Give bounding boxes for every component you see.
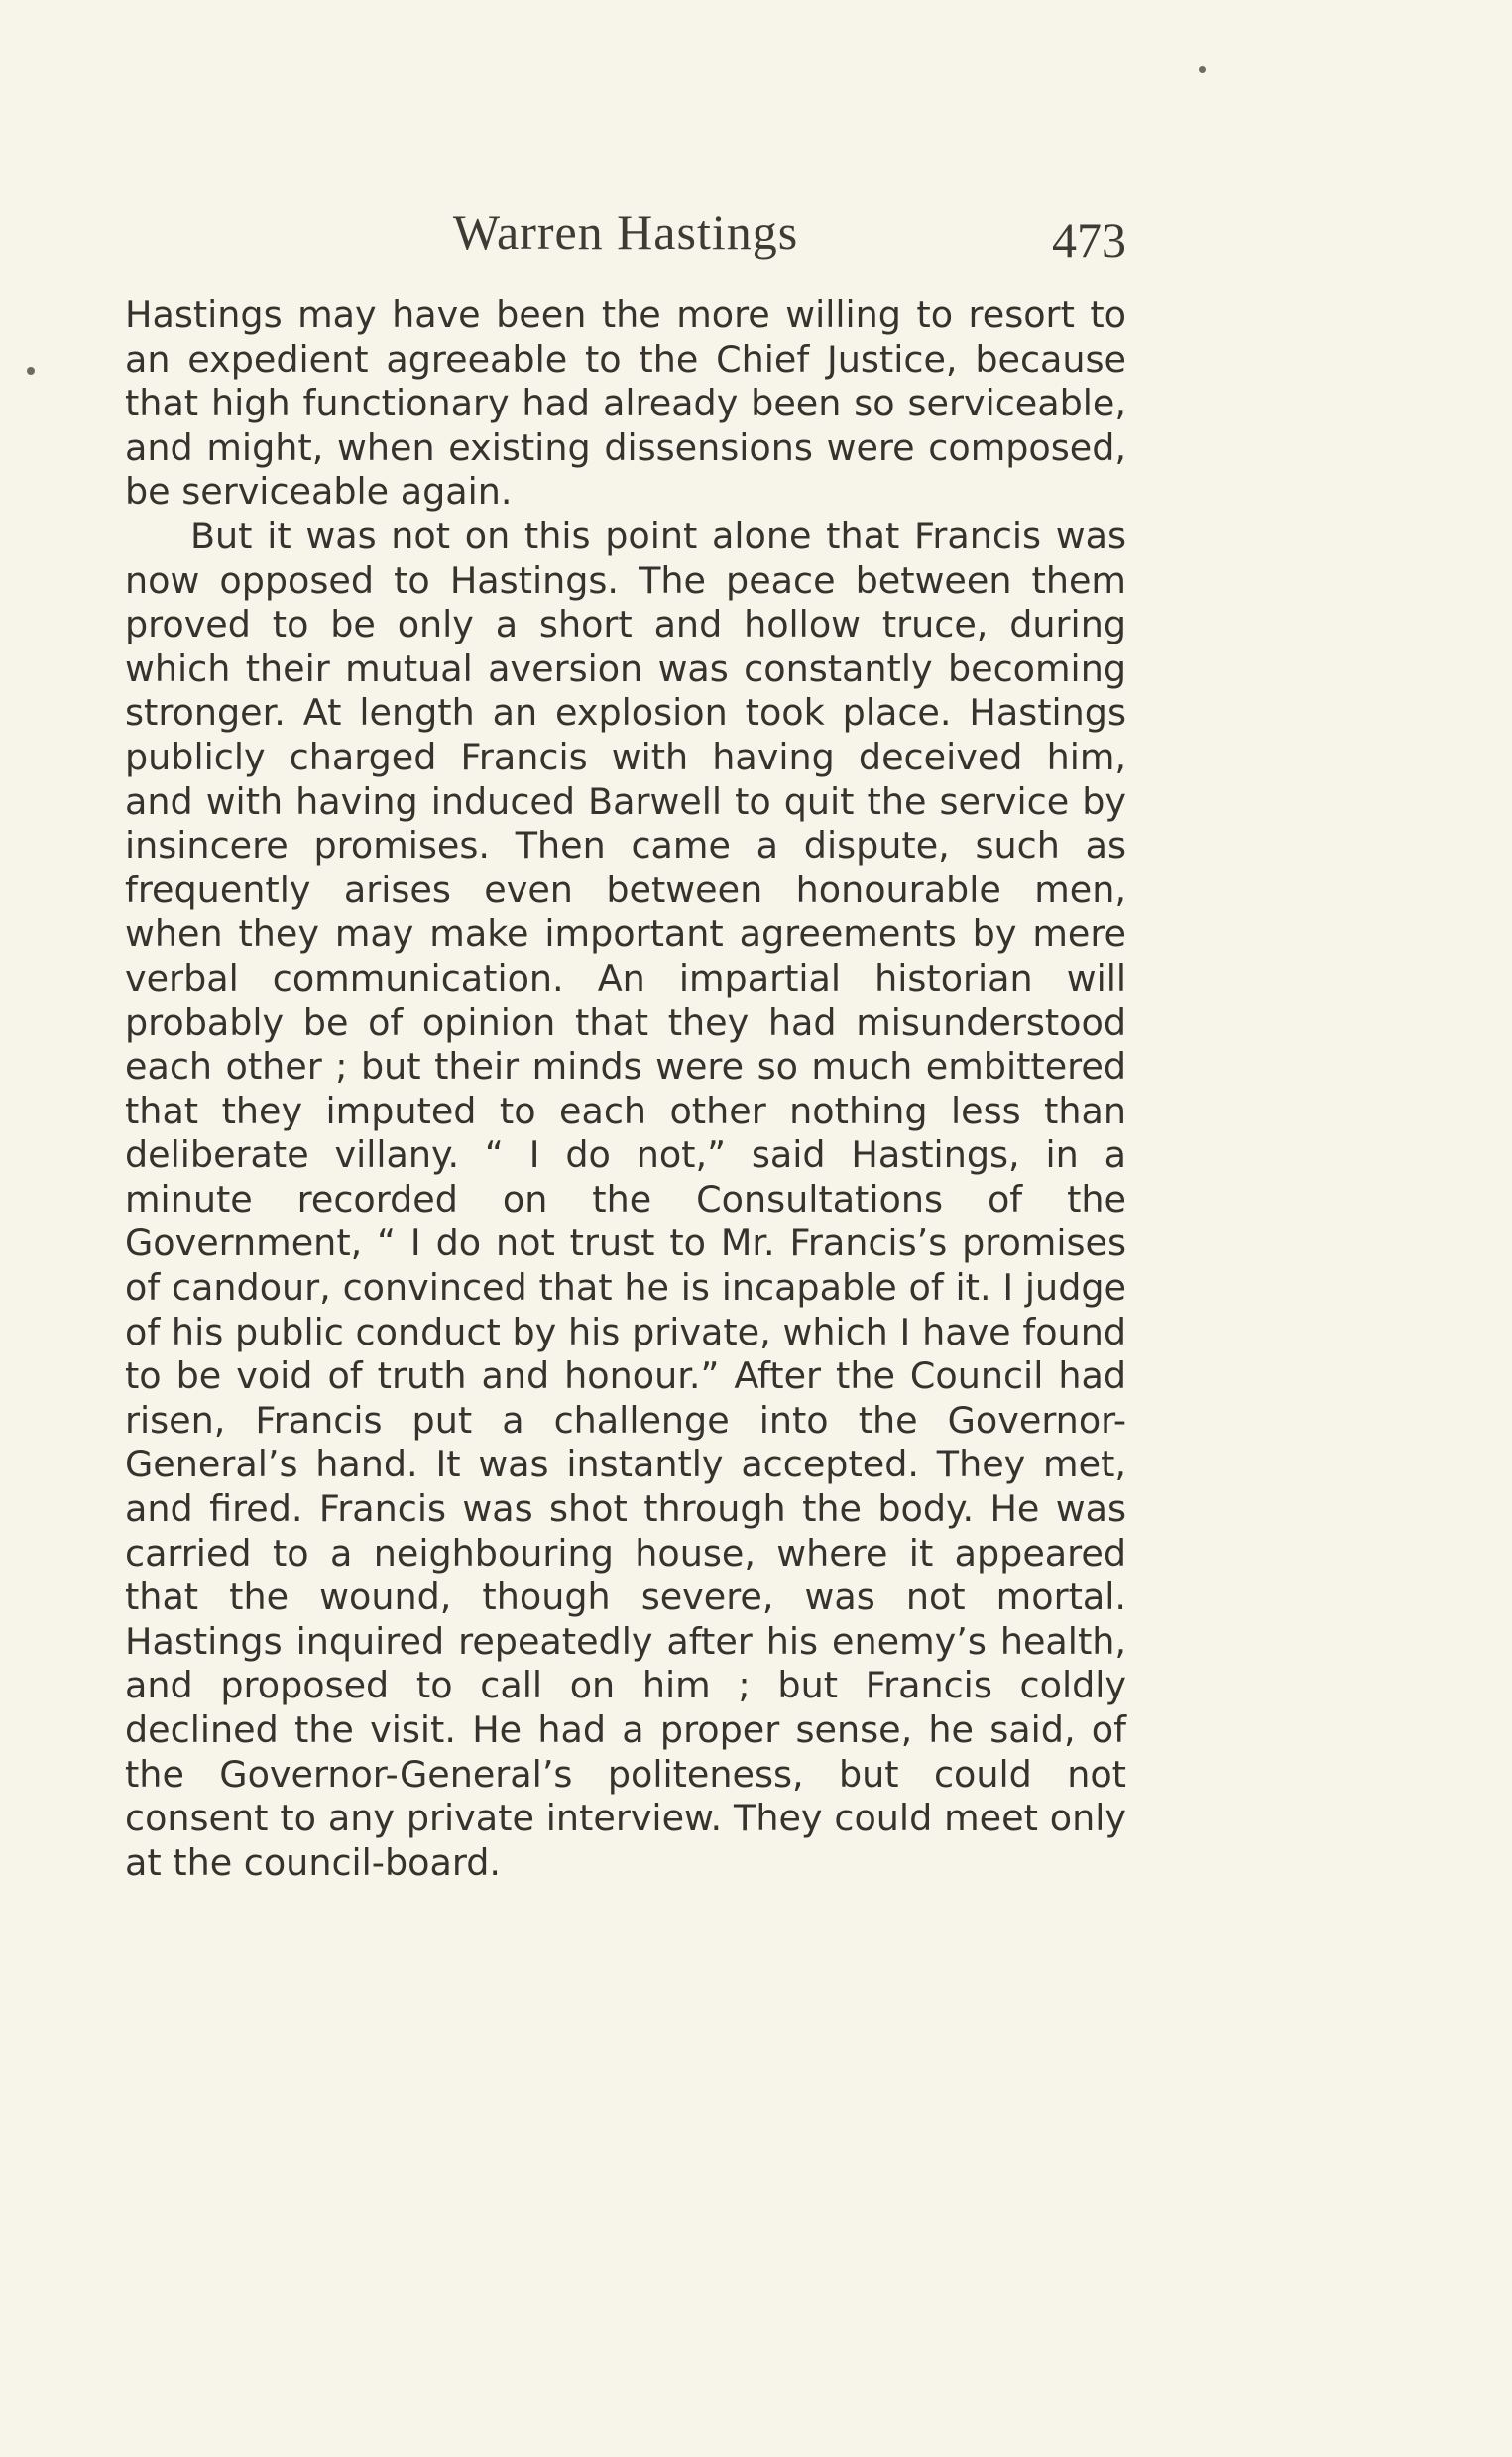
ink-speck-top-right [1199, 66, 1206, 73]
running-title: Warren Hastings [452, 204, 799, 260]
page-number: 473 [1052, 212, 1126, 268]
paragraph: Hastings may have been the more willing to resort to an expedient agreeable to the Chief Justice, because that high functionary had already been so serviceable, and might, when existing dissensions were composed, be serviceable again. [125, 293, 1126, 514]
body-text [125, 293, 1126, 1885]
page-header [125, 203, 1126, 273]
paragraph: But it was not on this point alone that Francis was now opposed to Hastings. The peace between them proved to be only a short and hollow truce, during which their mutual aversion was constantly becoming stronger. At length an explosion took place. Hastings publicly charged Francis with having deceived him, and with having induced Barwell to quit the service by insincere promises. Then came a dispute, such as frequently arises even between honourable men, when they may make important agreements by mere verbal communication. An impartial historian will probably be of opinion that they had misunderstood each other ; but their minds were so much embittered that they imputed to each other nothing less than deliberate villany. “ I do not,” said Hastings, in a minute recorded on the Consultations of the Government, “ I do not trust to Mr. Francis’s promises of candour, convinced that he is incapable of it. I judge of his public conduct by his private, which I have found to be void of truth and honour.” After the Council had risen, Francis put a challenge into the Governor-General’s hand. It was instantly accepted. They met, and fired. Francis was shot through the body. He was carried to a neighbouring house, where it appeared that the wound, though severe, was not mortal. Hastings inquired repeatedly after his enemy’s health, and proposed to call on him ; but Francis coldly declined the visit. He had a proper sense, he said, of the Governor-General’s politeness, but could not consent to any private interview. They could meet only at the council-board. [125, 514, 1126, 1884]
ink-speck-left-margin [27, 367, 35, 375]
